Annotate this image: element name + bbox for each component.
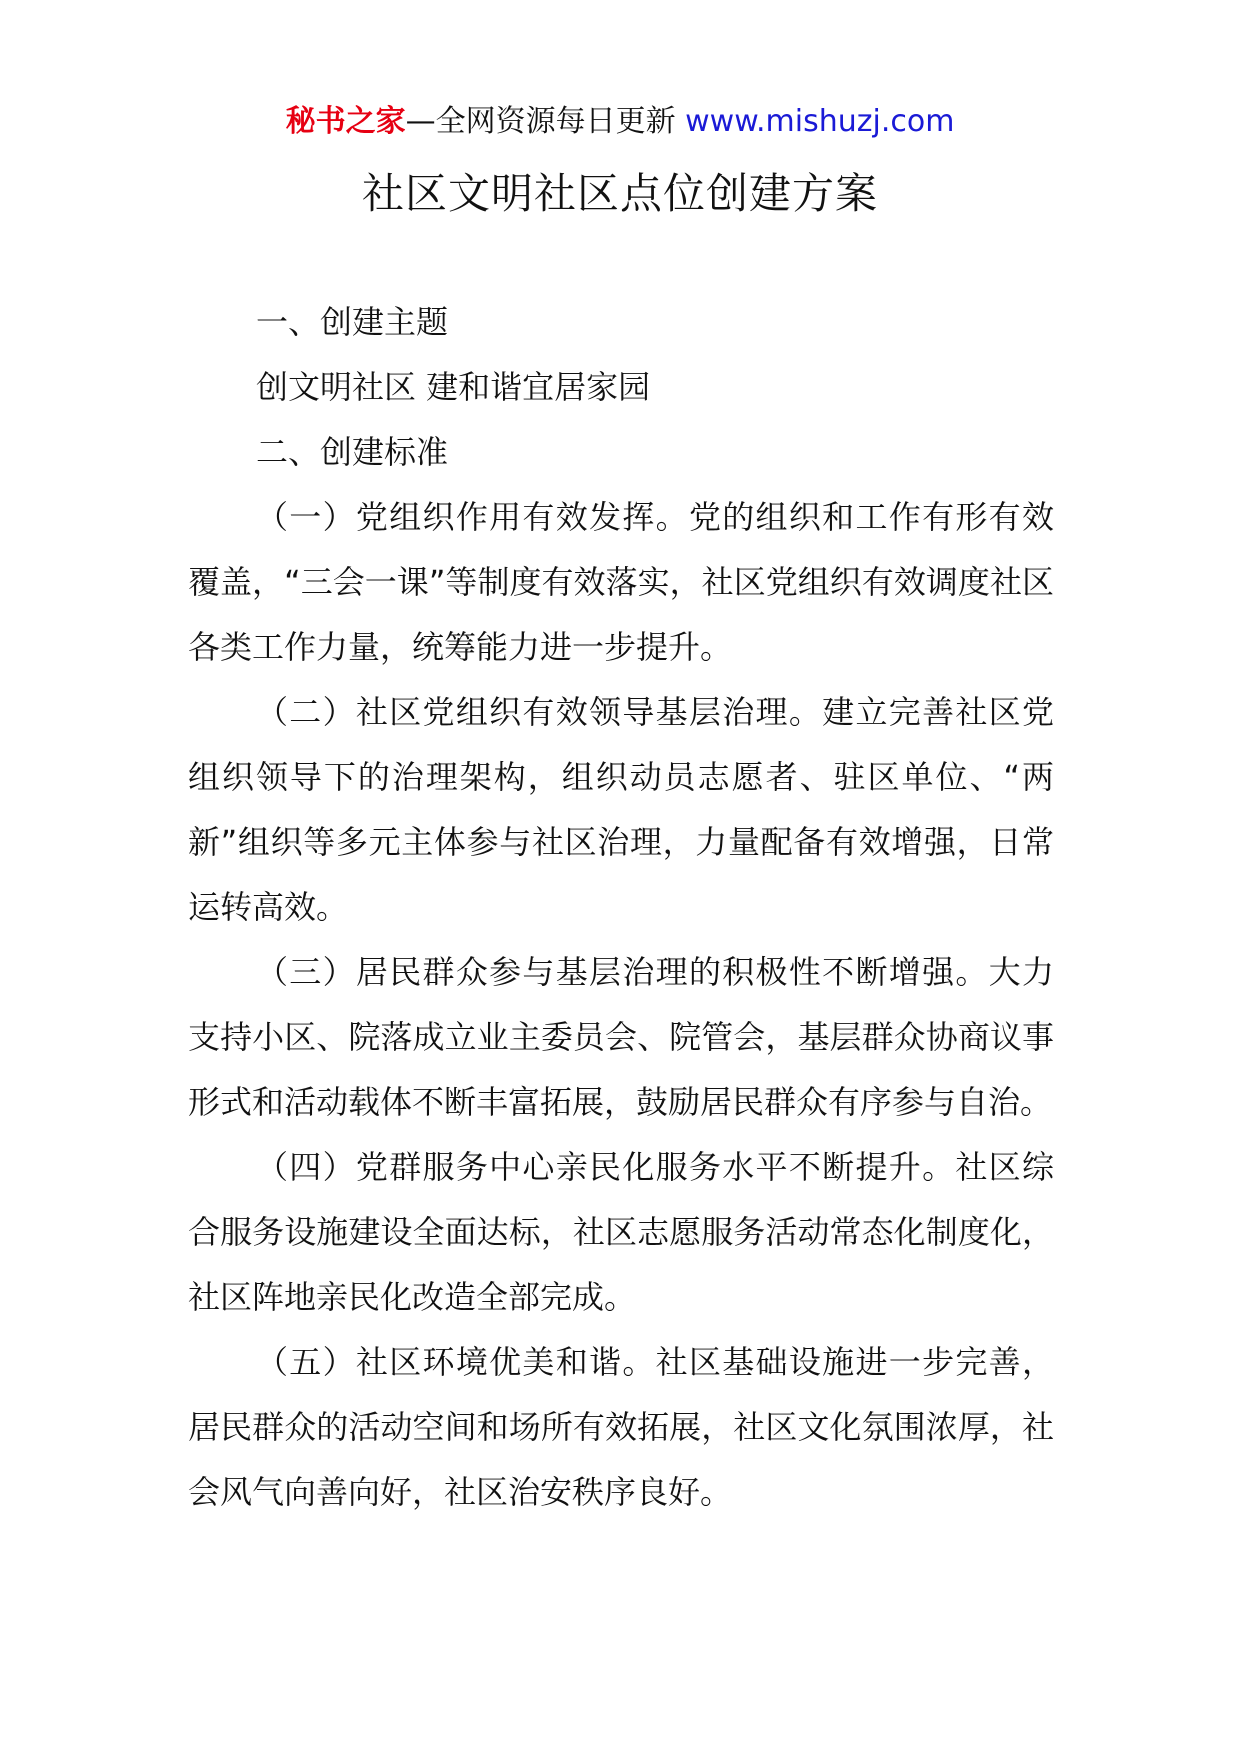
section-heading-theme: 一、创建主题 [256,303,449,341]
section-heading-standards: 二、创建标准 [256,433,449,471]
site-brand: 秘书之家 [285,104,406,139]
standard-item-2: （二）社区党组织有效领导基层治理。建立完善社区党组织领导下的治理架构，组织动员志愿者、驻区单位、“两新”组织等多元主体参与社区治理，力量配备有效增强，日常运转高效。 [188,693,1054,926]
standard-item-4: （四）党群服务中心亲民化服务水平不断提升。社区综合服务设施建设全面达标，社区志愿服务活动常态化制度化，社区阵地亲民化改造全部完成。 [188,1148,1054,1316]
standard-item-5: （五）社区环境优美和谐。社区基础设施进一步完善，居民群众的活动空间和场所有效拓展，社区文化氛围浓厚，社会风气向善向好，社区治安秩序良好。 [188,1343,1054,1511]
theme-text: 创文明社区 建和谐宜居家园 [256,368,651,406]
standard-item-1: （一）党组织作用有效发挥。党的组织和工作有形有效覆盖，“三会一课”等制度有效落实，社区党组织有效调度社区各类工作力量，统筹能力进一步提升。 [188,498,1054,666]
document-body [188,290,1054,1525]
site-header [0,100,1240,144]
site-slogan: —全网资源每日更新 [405,104,676,139]
standard-item-3: （三）居民群众参与基层治理的积极性不断增强。大力支持小区、院落成立业主委员会、院管会，基层群众协商议事形式和活动载体不断丰富拓展，鼓励居民群众有序参与自治。 [188,953,1054,1121]
site-url[interactable]: www.mishuzj.com [685,104,955,139]
document-title: 社区文明社区点位创建方案 [361,169,878,218]
